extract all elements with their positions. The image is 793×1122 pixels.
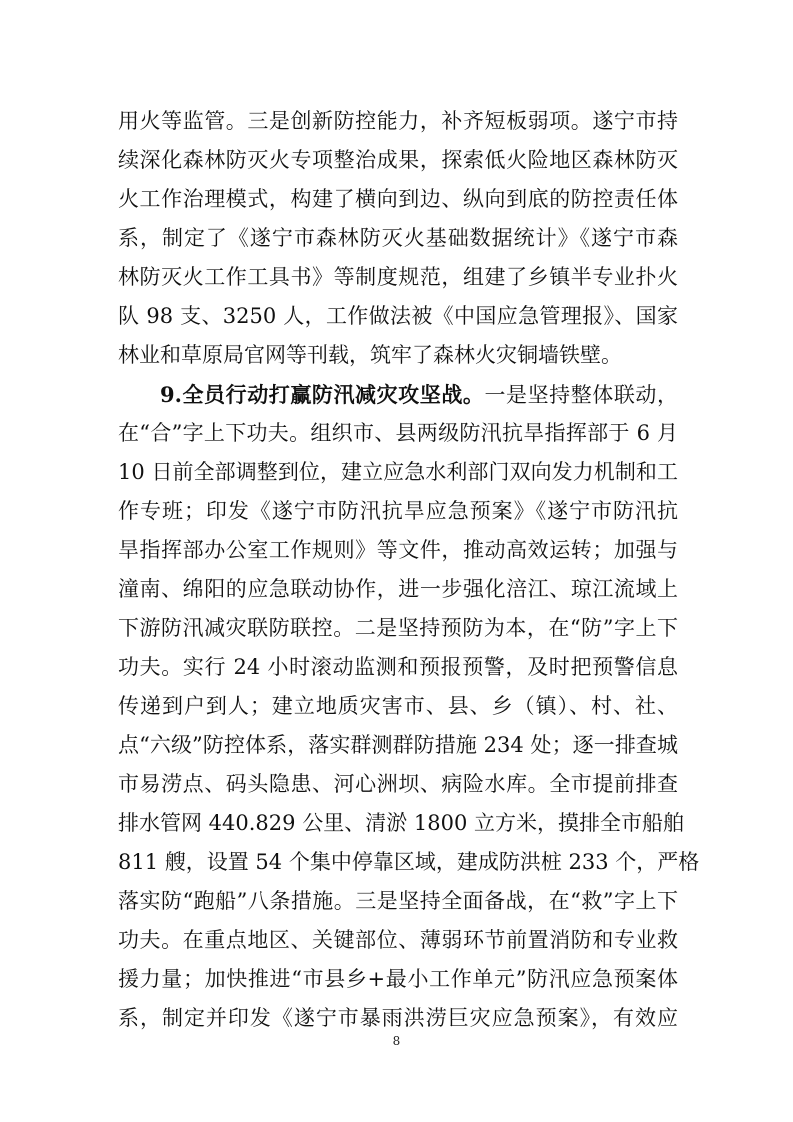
text-line: 旱指挥部办公室工作规则》等文件，推动高效运转；加强与 <box>118 538 678 562</box>
text-line: 传递到户到人；建立地质灾害市、县、乡（镇）、村、社、 <box>118 694 678 718</box>
paragraph-forest-fire <box>118 102 678 375</box>
text-line: 援力量；加快推进“市县乡+最小工作单元”防汛应急预案体 <box>118 967 678 991</box>
section-heading: 9.全员行动打赢防汛减灾攻坚战。 <box>160 382 485 407</box>
text-line: 系，制定并印发《遂宁市暴雨洪涝巨灾应急预案》，有效应 <box>118 1006 678 1030</box>
text-line: 系，制定了《遂宁市森林防灭火基础数据统计》《遂宁市森 <box>118 226 678 250</box>
text-line: 用火等监管。三是创新防控能力，补齐短板弱项。遂宁市持 <box>118 109 678 133</box>
text-line: 火工作治理模式，构建了横向到边、纵向到底的防控责任体 <box>118 187 678 211</box>
text-line: 落实防“跑船”八条措施。三是坚持全面备战，在“救”字上下 <box>118 889 678 913</box>
text-line: 811 艘，设置 54 个集中停靠区域，建成防洪桩 233 个，严格 <box>118 850 700 874</box>
text-span: 一是坚持整体联动， <box>484 383 679 407</box>
text-line: 林业和草原局官网等刊载，筑牢了森林火灾铜墙铁壁。 <box>118 343 622 367</box>
page-number: 8 <box>392 1034 401 1048</box>
text-line: 作专班；印发《遂宁市防汛抗旱应急预案》《遂宁市防汛抗 <box>118 499 678 523</box>
text-line: 功夫。实行 24 小时滚动监测和预报预警，及时把预警信息 <box>118 655 678 679</box>
text-line: 功夫。在重点地区、关键部位、薄弱环节前置消防和专业救 <box>118 928 678 952</box>
text-line: 10 日前全部调整到位，建立应急水利部门双向发力机制和工 <box>118 460 678 484</box>
text-line: 点“六级”防控体系，落实群测群防措施 234 处；逐一排查城 <box>118 733 678 757</box>
text-line: 下游防汛减灾联防联控。二是坚持预防为本，在“防”字上下 <box>118 616 678 640</box>
text-line: 潼南、绵阳的应急联动协作，进一步强化涪江、琼江流域上 <box>118 577 678 601</box>
text-line <box>118 375 678 414</box>
text-line: 续深化森林防灭火专项整治成果，探索低火险地区森林防灭 <box>118 148 678 172</box>
text-line: 市易涝点、码头隐患、河心洲坝、病险水库。全市提前排查 <box>118 772 678 796</box>
paragraph-flood-control <box>118 375 700 1038</box>
body-text <box>118 102 700 1038</box>
text-line: 林防灭火工作工具书》等制度规范，组建了乡镇半专业扑火 <box>118 265 678 289</box>
text-line: 排水管网 440.829 公里、清淤 1800 立方米，摸排全市船舶 <box>118 811 684 835</box>
text-line: 队 98 支、3250 人，工作做法被《中国应急管理报》、国家 <box>118 304 678 328</box>
text-line: 在“合”字上下功夫。组织市、县两级防汛抗旱指挥部于 6 月 <box>118 421 678 445</box>
